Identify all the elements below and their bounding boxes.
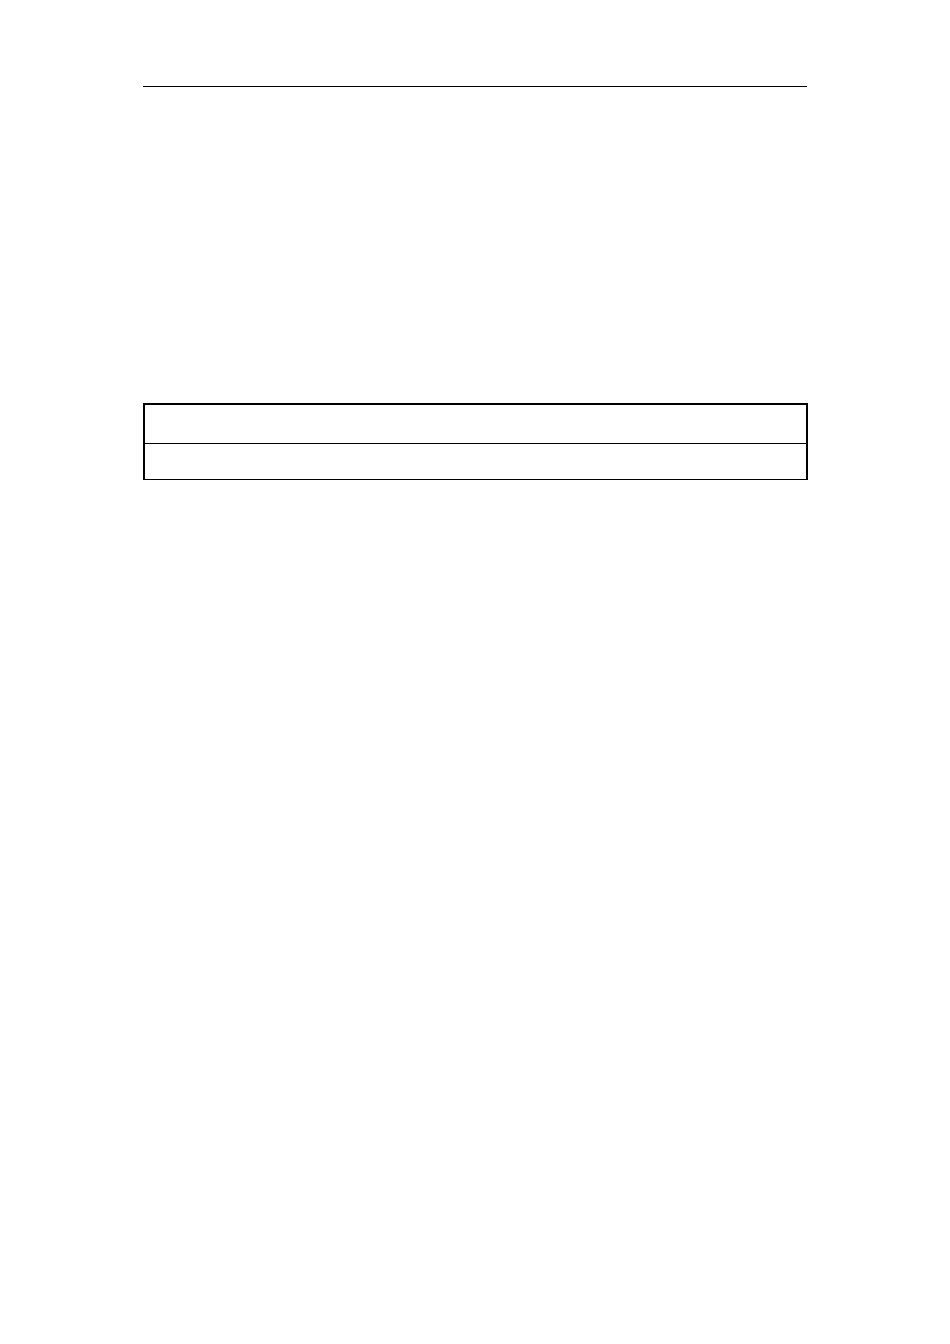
duties-heading <box>143 444 808 480</box>
job-summary <box>143 403 808 444</box>
header-rule <box>143 86 807 87</box>
